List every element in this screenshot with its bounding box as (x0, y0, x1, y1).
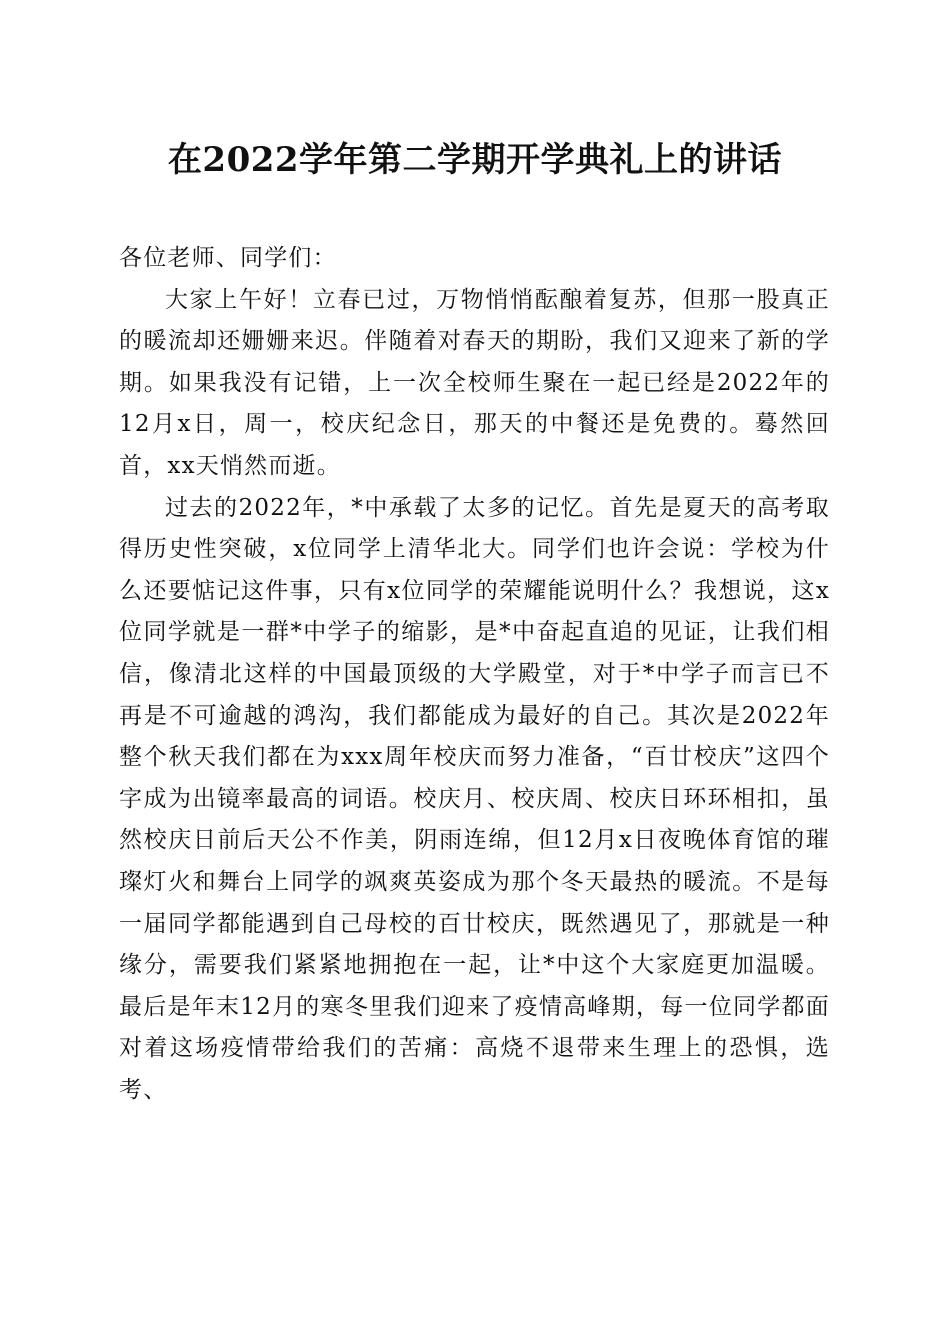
document-body (119, 238, 830, 1111)
paragraph-2: 过去的2022年，*中承载了太多的记忆。首先是夏天的高考取得历史性突破，x位同学上清华北大。同学们也许会说：学校为什么还要惦记这件事，只有x位同学的荣耀能说明什么？我想说，这x位同学就是一群*中学子的缩影，是*中奋起直追的见证，让我们相信，像清北这样的中国最顶级的大学殿堂，对于*中学子而言已不再是不可逾越的鸿沟，我们都能成为最好的自己。其次是2022年整个秋天我们都在为xxx周年校庆而努力准备，“百廿校庆”这四个字成为出镜率最高的词语。校庆月、校庆周、校庆日环环相扣，虽然校庆日前后天公不作美，阴雨连绵，但12月x日夜晚体育馆的璀璨灯火和舞台上同学的飒爽英姿成为那个冬天最热的暖流。不是每一届同学都能遇到自己母校的百廿校庆，既然遇见了，那就是一种缘分，需要我们紧紧地拥抱在一起，让*中这个大家庭更加温暖。最后是年末12月的寒冬里我们迎来了疫情高峰期，每一位同学都面对着这场疫情带给我们的苦痛：高烧不退带来生理上的恐惧，选考、 (119, 494, 830, 1103)
salutation: 各位老师、同学们： (119, 245, 337, 271)
paragraph-1: 大家上午好！立春已过，万物悄悄酝酿着复苏，但那一股真正的暖流却还姗姗来迟。伴随着对春天的期盼，我们又迎来了新的学期。如果我没有记错，上一次全校师生聚在一起已经是2022年的12月x日，周一，校庆纪念日，那天的中餐还是免费的。蓦然回首，xx天悄然而逝。 (119, 286, 830, 479)
document-title: 在2022学年第二学期开学典礼上的讲话 (167, 140, 783, 180)
